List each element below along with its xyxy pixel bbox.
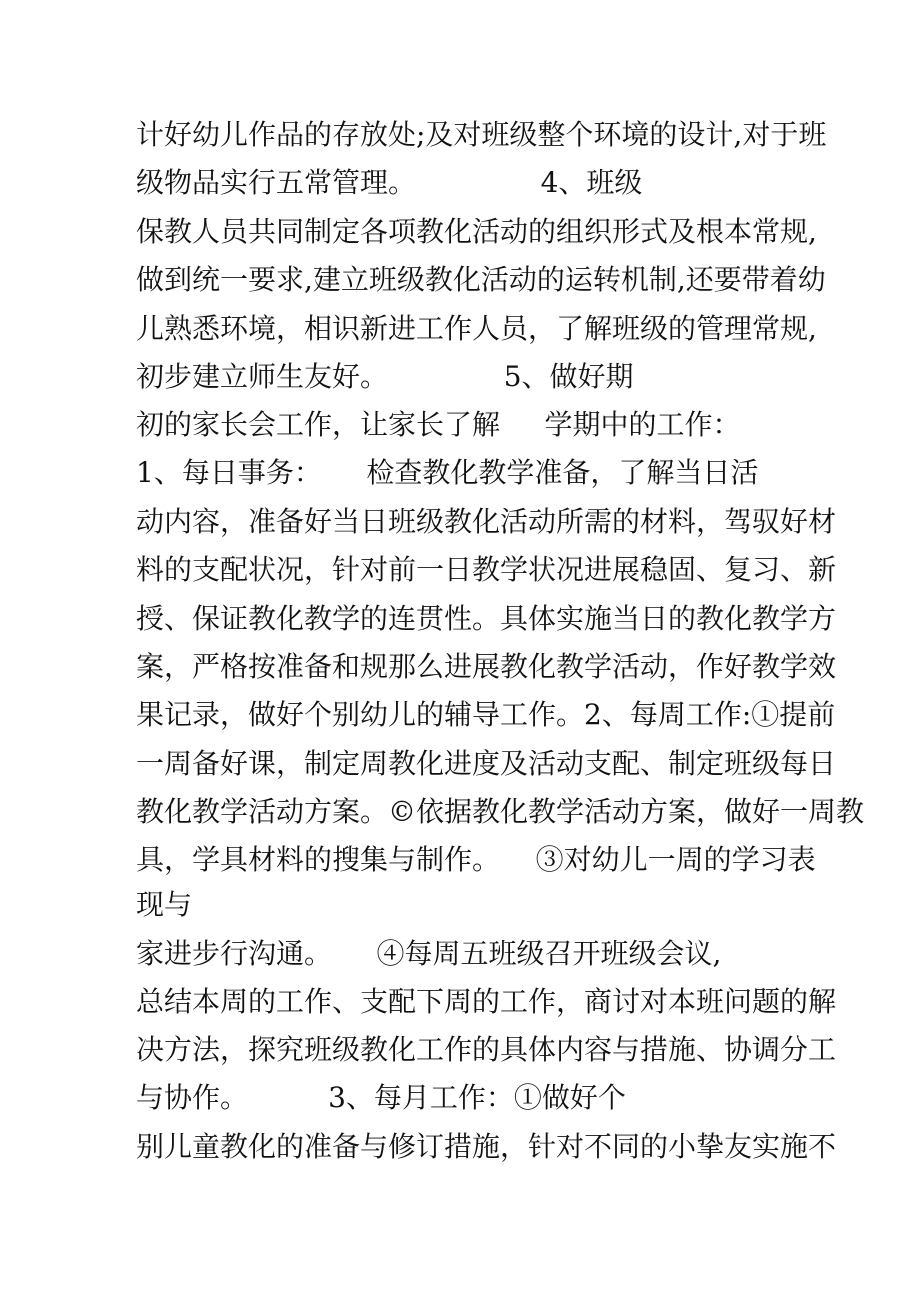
text-line-14: 一周备好课，制定周教化进度及活动支配、制定班级每日 — [136, 747, 837, 780]
text-line-2: 级物品实行五常管理。 4、班级 — [136, 166, 643, 199]
text-line-12: 案，严格按准备和规那么进展教化教学活动，作好教学效 — [136, 650, 837, 683]
text-line-21: 与协作。 3、每月工作：①做好个 — [136, 1081, 626, 1114]
text-line-15: 教化教学活动方案。©依据教化教学活动方案，做好一周教 — [136, 795, 865, 828]
text-line-9: 动内容，准备好当日班级教化活动所需的材料，驾驭好材 — [136, 505, 837, 538]
text-line-18: 家进步行沟通。 ④每周五班级召开班级会议, — [136, 937, 722, 970]
text-line-4: 做到统一要求,建立班级教化活动的运转机制,还要带着幼 — [136, 263, 826, 296]
text-line-16: 具，学具材料的搜集与制作。 ③对幼儿一周的学习表 — [136, 843, 816, 876]
text-line-7: 初的家长会工作，让家长了解 学期中的工作： — [136, 408, 741, 441]
text-line-3: 保教人员共同制定各项教化活动的组织形式及根本常规, — [136, 215, 817, 248]
text-line-8: 1、每日事务： 检查教化教学准备，了解当日活 — [136, 456, 759, 489]
text-line-17: 现与 — [136, 888, 193, 921]
text-line-19: 总结本周的工作、支配下周的工作，商讨对本班问题的解 — [136, 985, 837, 1018]
text-line-5: 儿熟悉环境，相识新进工作人员，了解班级的管理常规, — [136, 312, 817, 345]
text-line-11: 授、保证教化教学的连贯性。具体实施当日的教化教学方 — [136, 602, 837, 635]
text-line-6: 初步建立师生友好。 5、做好期 — [136, 360, 634, 393]
text-line-1: 计好幼儿作品的存放处;及对班级整个环境的设计,对于班 — [136, 118, 827, 151]
text-line-13: 果记录，做好个别幼儿的辅导工作。2、每周工作:①提前 — [136, 698, 836, 731]
text-line-10: 料的支配状况，针对前一日教学状况进展稳固、复习、新 — [136, 553, 837, 586]
text-line-22: 别儿童教化的准备与修订措施，针对不同的小挚友实施不 — [136, 1130, 837, 1163]
text-line-20: 决方法，探究班级教化工作的具体内容与措施、协调分工 — [136, 1033, 837, 1066]
